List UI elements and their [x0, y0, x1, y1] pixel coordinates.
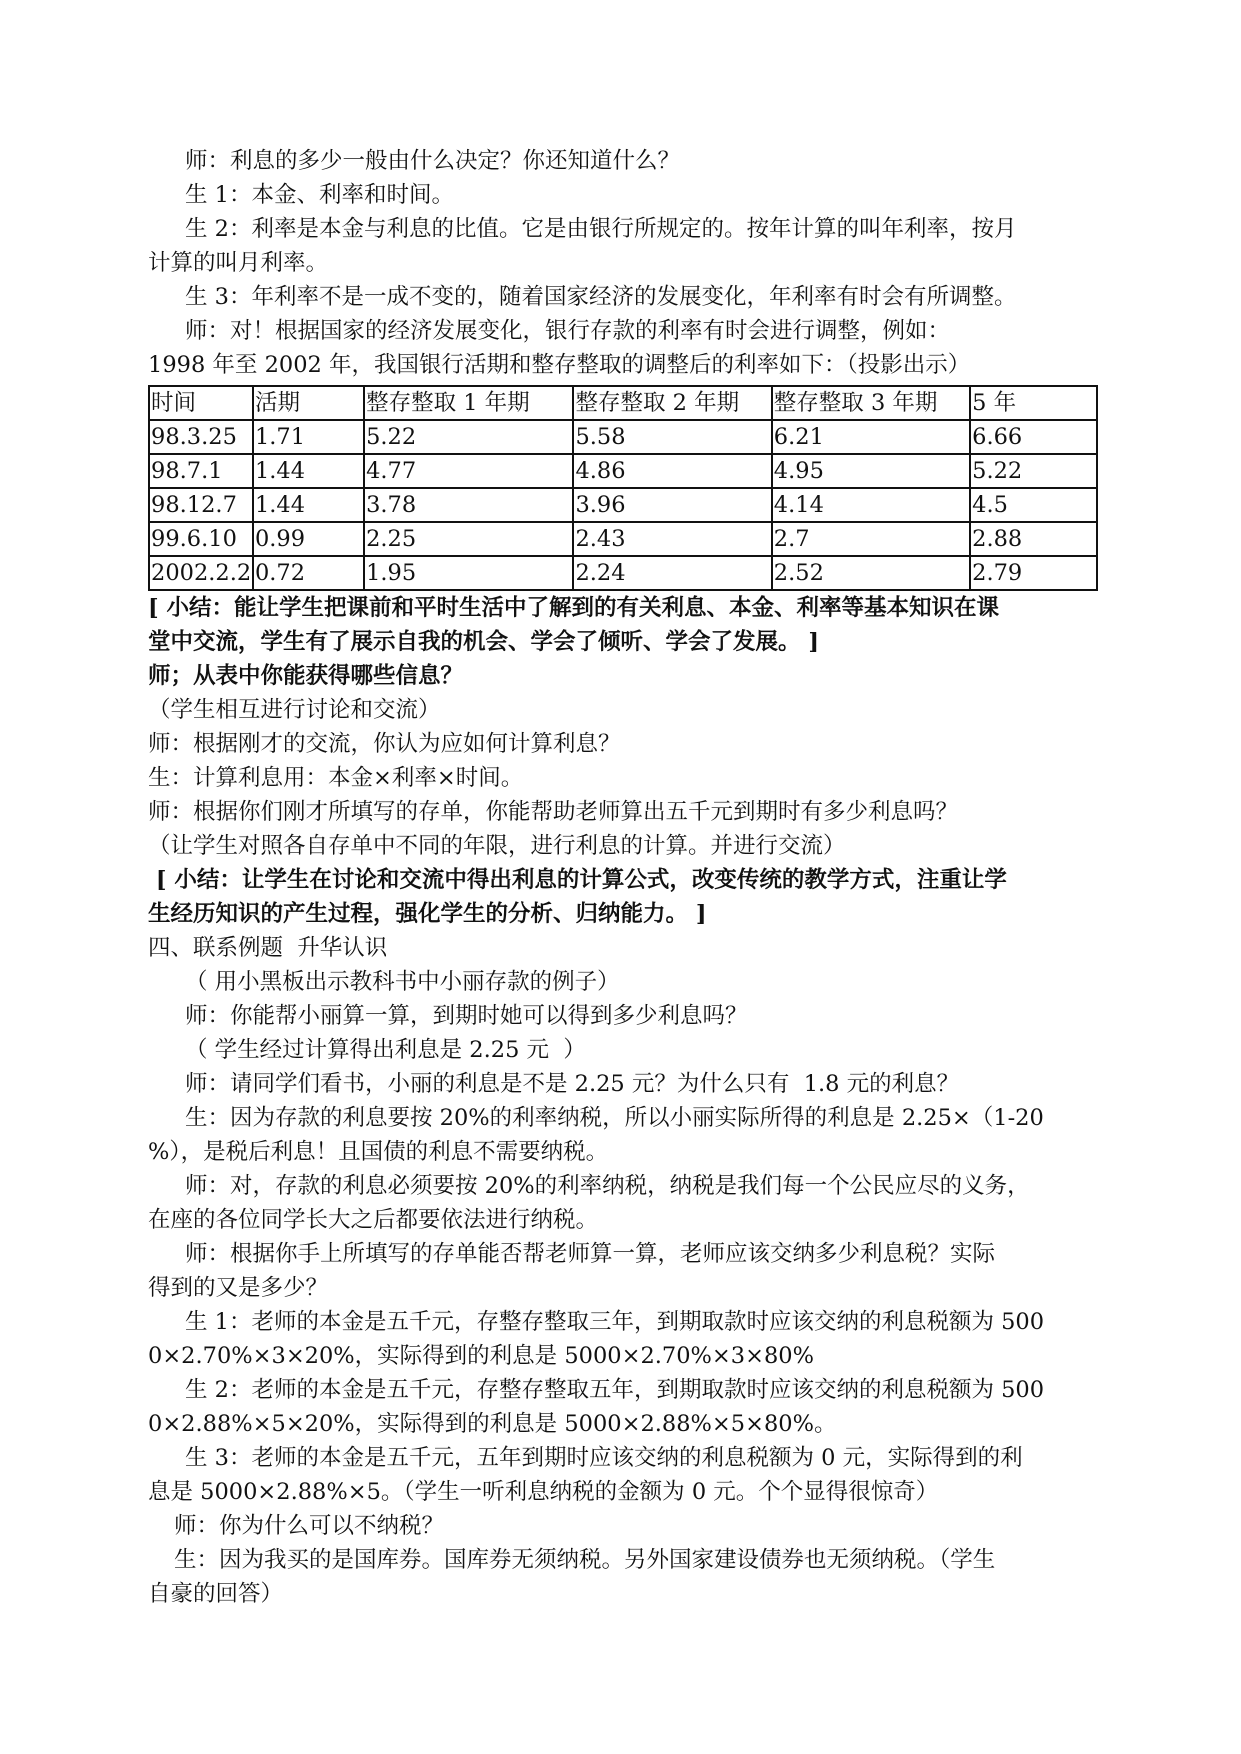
question-heading: 师；从表中你能获得哪些信息？ [148, 663, 464, 689]
table-cell: 6.21 [772, 420, 970, 454]
table-cell: 98.7.1 [149, 454, 253, 488]
paragraph: 师：你为什么可以不纳税？ [174, 1513, 445, 1539]
paragraph: 师：请同学们看书，小丽的利息是不是 2.25 元？为什么只有 1.8 元的利息？ [185, 1071, 960, 1097]
paragraph: 自豪的回答） [148, 1581, 284, 1607]
paragraph: 师：根据你们刚才所填写的存单，你能帮助老师算出五千元到期时有多少利息吗？ [148, 799, 959, 825]
paragraph: 师：你能帮小丽算一算，到期时她可以得到多少利息吗？ [185, 1003, 748, 1029]
table-cell: 2.7 [772, 522, 970, 556]
table-header-cell: 整存整取 3 年期 [772, 386, 970, 420]
paragraph: 师：利息的多少一般由什么决定？你还知道什么？ [185, 148, 681, 174]
paragraph: 息是 5000×2.88%×5。（学生一听利息纳税的金额为 0 元。个个显得很惊奇） [148, 1479, 939, 1505]
table-header-cell: 整存整取 2 年期 [573, 386, 771, 420]
paragraph: （ 学生经过计算得出利息是 2.25 元 ） [185, 1037, 586, 1063]
table-cell: 2.79 [970, 556, 1097, 590]
summary-note: 生经历知识的产生过程，强化学生的分析、归纳能力。 ] [148, 901, 707, 927]
summary-note: 堂中交流，学生有了展示自我的机会、学会了倾听、学会了发展。 ] [148, 629, 819, 655]
table-row [149, 522, 1097, 556]
table-cell: 2.24 [573, 556, 771, 590]
paragraph: 生 2：利率是本金与利息的比值。它是由银行所规定的。按年计算的叫年利率，按月 [185, 216, 1017, 242]
paragraph: （让学生对照各自存单中不同的年限，进行利息的计算。并进行交流） [148, 833, 846, 859]
table-cell: 6.66 [970, 420, 1097, 454]
table-cell: 4.86 [573, 454, 771, 488]
table-header-cell: 时间 [149, 386, 253, 420]
table-row [149, 556, 1097, 590]
table-cell: 2.43 [573, 522, 771, 556]
paragraph: 生：因为存款的利息要按 20%的利率纳税，所以小丽实际所得的利息是 2.25×（1-20 [185, 1105, 1044, 1131]
table-cell: 1.71 [253, 420, 364, 454]
paragraph: 0×2.70%×3×20%，实际得到的利息是 5000×2.70%×3×80% [148, 1343, 814, 1369]
table-cell: 3.78 [364, 488, 573, 522]
paragraph: 生 1：老师的本金是五千元，存整存整取三年，到期取款时应该交纳的利息税额为 500 [185, 1309, 1045, 1335]
table-cell: 2.52 [772, 556, 970, 590]
paragraph: 生：计算利息用：本金×利率×时间。 [148, 765, 524, 791]
table-cell: 99.6.10 [149, 522, 253, 556]
table-cell: 5.22 [970, 454, 1097, 488]
table-header-row [149, 386, 1097, 420]
table-cell: 0.72 [253, 556, 364, 590]
table-cell: 4.14 [772, 488, 970, 522]
table-row [149, 454, 1097, 488]
interest-rate-table [148, 385, 1098, 591]
paragraph: （学生相互进行讨论和交流） [148, 697, 441, 723]
table-header-cell: 整存整取 1 年期 [364, 386, 573, 420]
table-cell: 4.95 [772, 454, 970, 488]
paragraph: 生：因为我买的是国库券。国库券无须纳税。另外国家建设债券也无须纳税。（学生 [174, 1547, 996, 1573]
document-body [148, 144, 1098, 1611]
table-cell: 5.58 [573, 420, 771, 454]
table-cell: 2.25 [364, 522, 573, 556]
table-header-cell: 活期 [253, 386, 364, 420]
table-cell: 1.44 [253, 488, 364, 522]
table-cell: 3.96 [573, 488, 771, 522]
paragraph: 师：根据你手上所填写的存单能否帮老师算一算，老师应该交纳多少利息税？实际 [185, 1241, 996, 1267]
table-row [149, 420, 1097, 454]
paragraph: 生 1：本金、利率和时间。 [185, 182, 454, 208]
table-cell: 2.88 [970, 522, 1097, 556]
table-cell: 4.77 [364, 454, 573, 488]
summary-note: [ 小结：让学生在讨论和交流中得出利息的计算公式，改变传统的教学方式，注重让学 [148, 867, 1007, 893]
paragraph: 计算的叫月利率。 [148, 250, 329, 276]
paragraph: 得到的又是多少？ [148, 1275, 329, 1301]
paragraph: 0×2.88%×5×20%，实际得到的利息是 5000×2.88%×5×80%。 [148, 1411, 837, 1437]
table-cell: 98.3.25 [149, 420, 253, 454]
paragraph: %），是税后利息！且国债的利息不需要纳税。 [148, 1139, 609, 1165]
table-row [149, 488, 1097, 522]
summary-note: [ 小结：能让学生把课前和平时生活中了解到的有关利息、本金、利率等基本知识在课 [148, 595, 999, 621]
paragraph: 师：对，存款的利息必须要按 20%的利率纳税，纳税是我们每一个公民应尽的义务， [185, 1173, 1030, 1199]
table-cell: 98.12.7 [149, 488, 253, 522]
table-header-cell: 5 年 [970, 386, 1097, 420]
paragraph: 生 3：老师的本金是五千元，五年到期时应该交纳的利息税额为 0 元，实际得到的利 [185, 1445, 1023, 1471]
table-cell: 2002.2.2 [149, 556, 253, 590]
table-cell: 5.22 [364, 420, 573, 454]
table-cell: 0.99 [253, 522, 364, 556]
section-heading: 四、联系例题 升华认识 [148, 935, 388, 961]
table-intro: 1998 年至 2002 年，我国银行活期和整存整取的调整后的利率如下：（投影出示） [148, 352, 971, 378]
paragraph: 师：根据刚才的交流，你认为应如何计算利息？ [148, 731, 621, 757]
paragraph: 生 3：年利率不是一成不变的，随着国家经济的发展变化，年利率有时会有所调整。 [185, 284, 1017, 310]
paragraph: 生 2：老师的本金是五千元，存整存整取五年，到期取款时应该交纳的利息税额为 500 [185, 1377, 1045, 1403]
paragraph: 在座的各位同学长大之后都要依法进行纳税。 [148, 1207, 599, 1233]
paragraph: 师：对！根据国家的经济发展变化，银行存款的利率有时会进行调整，例如： [185, 318, 951, 344]
table-cell: 1.95 [364, 556, 573, 590]
table-cell: 4.5 [970, 488, 1097, 522]
paragraph: （ 用小黑板出示教科书中小丽存款的例子） [185, 969, 620, 995]
table-cell: 1.44 [253, 454, 364, 488]
